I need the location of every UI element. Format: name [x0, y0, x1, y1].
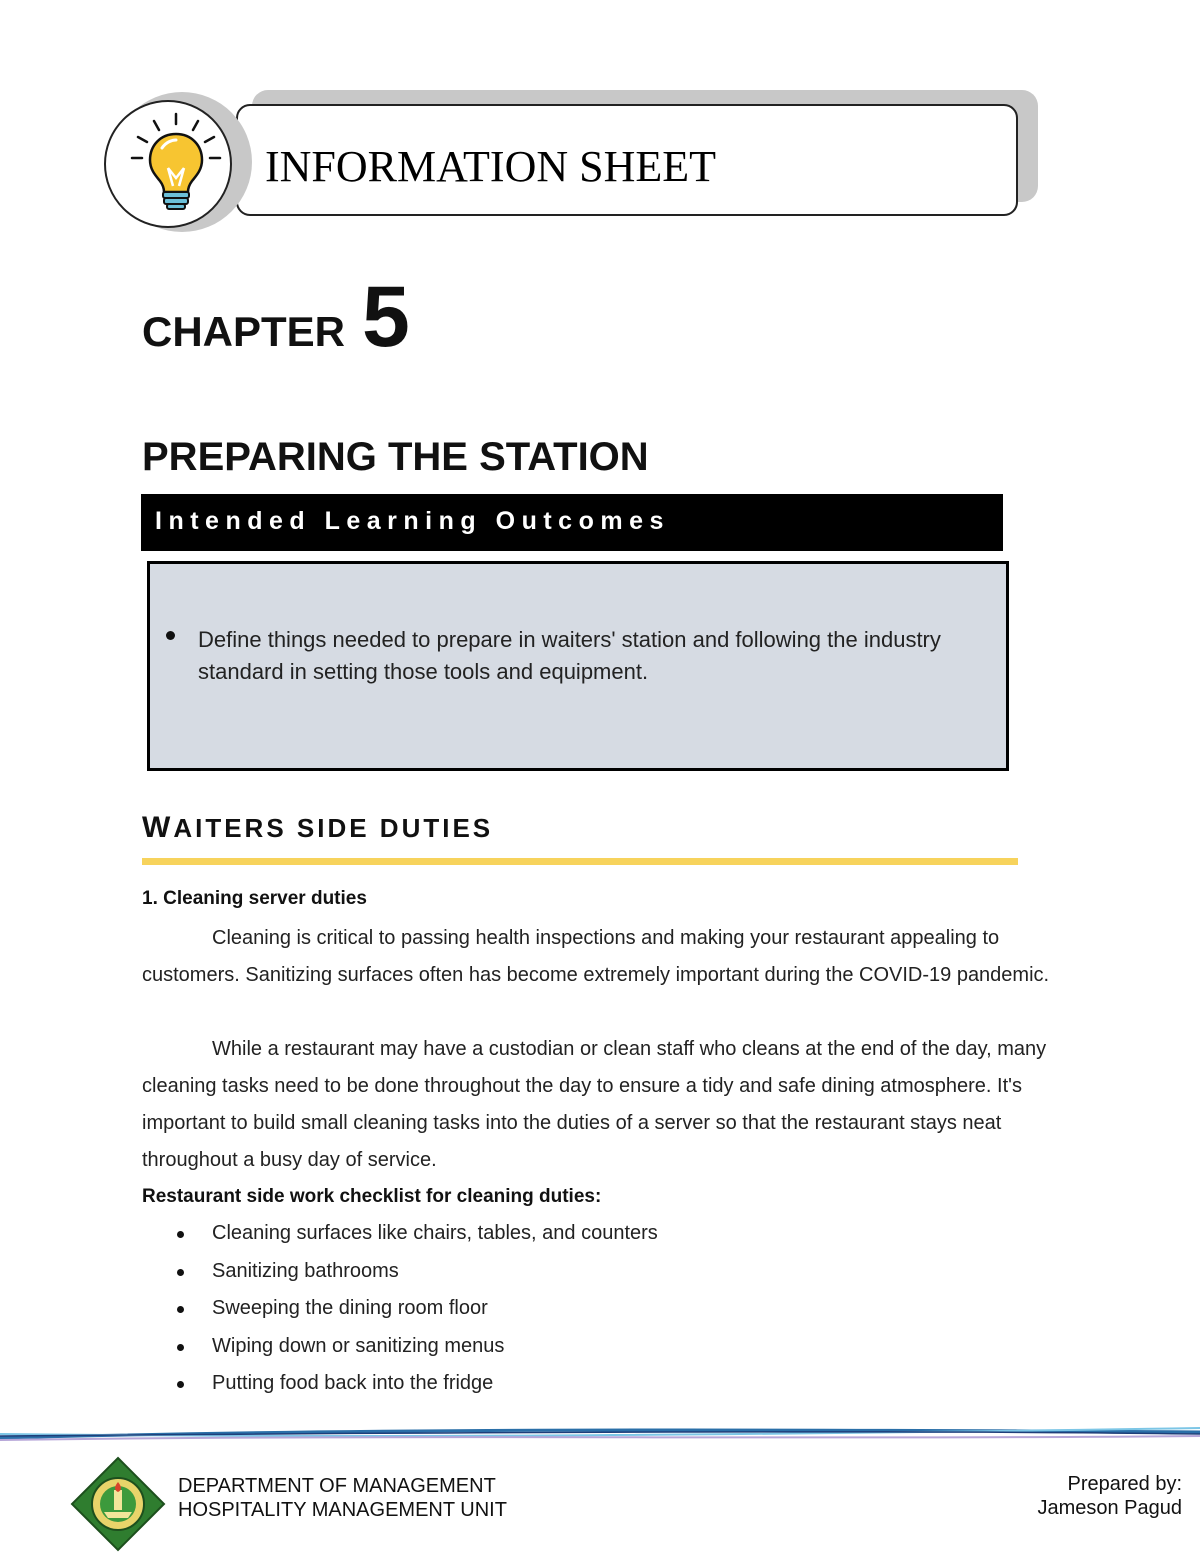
- chapter-label: CHAPTER: [142, 308, 346, 355]
- list-item: [142, 1290, 1042, 1328]
- bullet-icon: [166, 631, 175, 640]
- section-title: PREPARING THE STATION: [142, 435, 649, 479]
- list-item-text: Putting food back into the fridge: [212, 1372, 494, 1394]
- outcomes-heading: Intended Learning Outcomes: [155, 507, 670, 535]
- chapter-number: 5: [362, 269, 410, 365]
- bullet-icon: [177, 1231, 184, 1238]
- author-name: Jameson Pagud: [1037, 1497, 1182, 1519]
- checklist-heading: Restaurant side work checklist for cleaning duties:: [142, 1186, 602, 1207]
- heading-initial: W: [142, 811, 174, 844]
- unit-name: HOSPITALITY MANAGEMENT UNIT: [178, 1499, 507, 1521]
- paragraph-text: While a restaurant may have a custodian or clean staff who cleans at the end of the day, many cleaning tasks need to be done throughout the day to ensure a tidy and safe dining atmosphere. It's important to build small cleaning tasks into the duties of a server so that the restaurant stays neat throughout a busy day of service.: [142, 1038, 1047, 1171]
- heading-rest: AITERS SIDE DUTIES: [173, 813, 494, 843]
- heading-underline: [142, 858, 1018, 865]
- bullet-icon: [177, 1306, 184, 1313]
- department-seal-icon: [70, 1456, 166, 1552]
- list-item: [142, 1365, 1042, 1403]
- list-item-text: Sweeping the dining room floor: [212, 1297, 488, 1319]
- lightbulb-icon: [118, 106, 228, 216]
- information-sheet-title: INFORMATION SHEET: [265, 142, 716, 191]
- prepared-by-label: Prepared by:: [1067, 1473, 1182, 1495]
- paragraph: [142, 1031, 1062, 1179]
- cleaning-checklist: [142, 1215, 1042, 1403]
- list-item: [142, 1253, 1042, 1291]
- bullet-icon: [177, 1344, 184, 1351]
- list-item-text: Cleaning surfaces like chairs, tables, and counters: [212, 1222, 658, 1244]
- paragraph: [142, 920, 1062, 994]
- department-name: DEPARTMENT OF MANAGEMENT: [178, 1475, 496, 1497]
- list-item: [142, 1215, 1042, 1253]
- cleaning-duties-subheading: 1. Cleaning server duties: [142, 888, 367, 909]
- outcome-item: Define things needed to prepare in waiters' station and following the industry standard in setting those tools and equipment.: [198, 627, 941, 684]
- footer-decorative-lines: [0, 1424, 1200, 1448]
- waiters-side-duties-heading: [142, 808, 493, 848]
- bullet-icon: [177, 1381, 184, 1388]
- list-item: [142, 1328, 1042, 1366]
- bullet-icon: [177, 1269, 184, 1276]
- paragraph-text: Cleaning is critical to passing health inspections and making your restaurant appealing to customers. Sanitizing surfaces often has become extremely important during the COVID-19 pandemic.: [142, 927, 1050, 986]
- list-item-text: Sanitizing bathrooms: [212, 1259, 399, 1282]
- list-item-text: Wiping down or sanitizing menus: [212, 1334, 505, 1357]
